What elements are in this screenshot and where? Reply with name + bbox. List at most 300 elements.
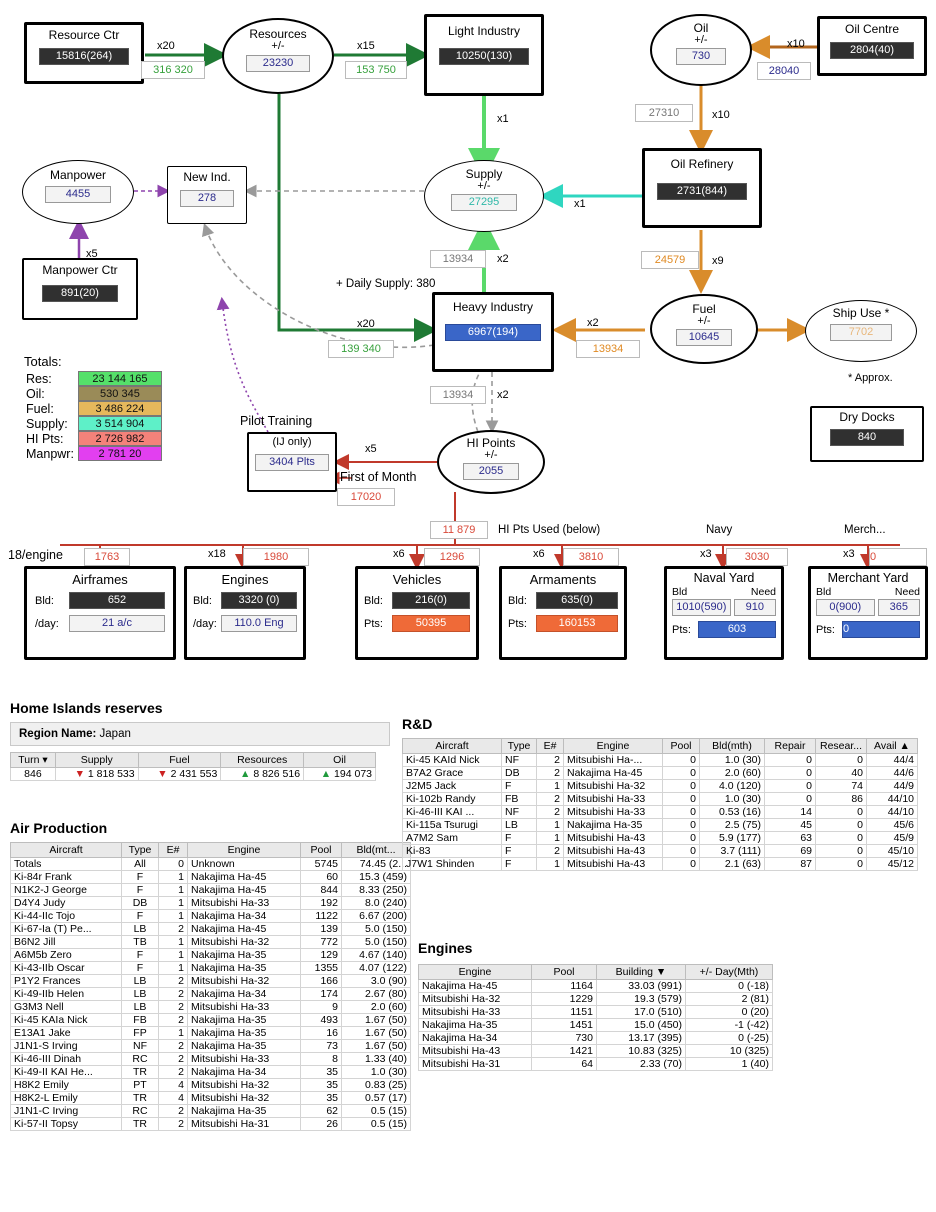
yard-pts-value: 0 bbox=[842, 621, 920, 638]
label-hi-used: HI Pts Used (below) bbox=[498, 524, 601, 536]
node-title: Oil bbox=[693, 21, 709, 35]
table-cell: 0 bbox=[816, 819, 867, 832]
totals-block bbox=[24, 354, 164, 461]
node-value: 730 bbox=[676, 48, 726, 65]
totals-value: 3 486 224 bbox=[76, 401, 164, 416]
table-cell: LB bbox=[502, 819, 537, 832]
x6-armaments-value: 3810 bbox=[563, 548, 619, 566]
table-cell: 60 bbox=[301, 871, 342, 884]
node-title: New Ind. bbox=[183, 170, 231, 184]
table-cell: 2 bbox=[159, 1014, 188, 1027]
table-cell: NF bbox=[502, 754, 537, 767]
ship-use-note: * Approx. bbox=[848, 372, 893, 384]
table-row[interactable] bbox=[11, 768, 376, 781]
table-cell: 74.45 (2... bbox=[342, 858, 411, 871]
column-header[interactable]: Oil bbox=[304, 753, 376, 768]
column-header[interactable]: Bld(mt... bbox=[342, 843, 411, 858]
table-row[interactable] bbox=[403, 858, 918, 871]
totals-value: 2 726 982 bbox=[76, 431, 164, 446]
table-cell: RC bbox=[122, 1105, 159, 1118]
x3-merchant-value: 0 bbox=[869, 548, 927, 566]
column-header[interactable]: Engine bbox=[564, 739, 663, 754]
table-cell: Nakajima Ha-45 bbox=[188, 884, 301, 897]
node-value: 27295 bbox=[451, 194, 517, 211]
node-value: 23230 bbox=[246, 55, 310, 72]
row-value: 21 a/c bbox=[69, 615, 165, 632]
flow-resources-value: 316 320 bbox=[141, 61, 205, 79]
table-row[interactable] bbox=[11, 910, 411, 923]
node-resource-ctr[interactable] bbox=[24, 22, 144, 84]
table-row[interactable] bbox=[11, 923, 411, 936]
table-cell: 493 bbox=[301, 1014, 342, 1027]
table-cell: 33.03 (991) bbox=[597, 980, 686, 993]
table-cell: 192 bbox=[301, 897, 342, 910]
node-oil[interactable] bbox=[650, 14, 752, 86]
table-cell: Nakajima Ha-34 bbox=[188, 910, 301, 923]
node-dry-docks[interactable] bbox=[810, 406, 924, 462]
table-row[interactable] bbox=[419, 1058, 773, 1071]
producer-vehicles[interactable] bbox=[355, 566, 479, 660]
table-cell: 1.0 (30) bbox=[700, 793, 765, 806]
table-cell: 139 bbox=[301, 923, 342, 936]
totals-value: 3 514 904 bbox=[76, 416, 164, 431]
table-row[interactable] bbox=[403, 845, 918, 858]
table-cell: ▲ 194 073 bbox=[304, 768, 376, 781]
table-cell: 45/12 bbox=[867, 858, 918, 871]
node-title: Supply bbox=[465, 167, 503, 181]
table-cell: Mitsubishi Ha-43 bbox=[564, 858, 663, 871]
table-row[interactable] bbox=[11, 871, 411, 884]
node-fuel[interactable] bbox=[650, 294, 758, 364]
label-x20-heavy: x20 bbox=[357, 318, 375, 330]
table-row[interactable] bbox=[419, 993, 773, 1006]
table-cell: 4 bbox=[159, 1079, 188, 1092]
table-row[interactable] bbox=[419, 1019, 773, 1032]
table-row[interactable] bbox=[403, 832, 918, 845]
table-cell: F bbox=[122, 962, 159, 975]
table-row[interactable] bbox=[11, 858, 411, 871]
table-cell: 4 bbox=[159, 1092, 188, 1105]
table-row[interactable] bbox=[11, 936, 411, 949]
table-cell: Ki-45 KAId Nick bbox=[403, 754, 502, 767]
column-header[interactable]: Type bbox=[122, 843, 159, 858]
table-cell: 2 (81) bbox=[686, 993, 773, 1006]
table-cell: F bbox=[122, 884, 159, 897]
rnd-panel bbox=[402, 716, 918, 871]
table-cell: 1122 bbox=[301, 910, 342, 923]
table-cell: Ki-102b Randy bbox=[403, 793, 502, 806]
table-cell: 0 bbox=[765, 780, 816, 793]
table-cell: 74 bbox=[816, 780, 867, 793]
table-cell: 0 bbox=[816, 754, 867, 767]
table-cell: 73 bbox=[301, 1040, 342, 1053]
node-title: Resource Ctr bbox=[48, 28, 120, 42]
table-cell: TR bbox=[122, 1092, 159, 1105]
table-row[interactable] bbox=[11, 884, 411, 897]
table-cell: 0 bbox=[159, 858, 188, 871]
table-cell: 16 bbox=[301, 1027, 342, 1040]
table-cell: H8K2 Emily bbox=[11, 1079, 122, 1092]
column-header[interactable]: Type bbox=[502, 739, 537, 754]
air-production-heading: Air Production bbox=[10, 820, 108, 836]
table-cell: F bbox=[122, 871, 159, 884]
table-cell: 1 bbox=[159, 910, 188, 923]
table-cell: Ki-45 KAIa Nick bbox=[11, 1014, 122, 1027]
table-row[interactable] bbox=[403, 754, 918, 767]
label-x6-vehicles: x6 bbox=[393, 548, 405, 560]
node-value: 3404 Plts bbox=[255, 454, 329, 471]
table-cell: 5.0 (150) bbox=[342, 923, 411, 936]
yard-need-value: 910 bbox=[734, 599, 776, 616]
flow-heavy-value: 139 340 bbox=[328, 340, 394, 358]
table-cell: P1Y2 Frances bbox=[11, 975, 122, 988]
label-daily-supply: + Daily Supply: 380 bbox=[336, 278, 436, 290]
engines-heading: Engines bbox=[418, 940, 473, 956]
node-pilot-training[interactable] bbox=[247, 432, 337, 492]
flow-oil-centre-value: 28040 bbox=[757, 62, 811, 80]
table-cell: Nakajima Ha-35 bbox=[188, 1040, 301, 1053]
table-cell: 86 bbox=[816, 793, 867, 806]
table-cell: 0 bbox=[765, 754, 816, 767]
label-x10-oil: x10 bbox=[712, 109, 730, 121]
table-cell: 45/9 bbox=[867, 832, 918, 845]
row-label: Pts: bbox=[364, 617, 383, 630]
column-header[interactable]: Aircraft bbox=[11, 843, 122, 858]
table-row[interactable] bbox=[11, 1014, 411, 1027]
region-value: Japan bbox=[99, 728, 131, 740]
table-cell: Nakajima Ha-34 bbox=[188, 988, 301, 1001]
table-cell: Ki-49-II KAI He... bbox=[11, 1066, 122, 1079]
table-cell: Ki-67-Ia (T) Pe... bbox=[11, 923, 122, 936]
x18-value: 1980 bbox=[243, 548, 309, 566]
table-cell: ▼ 2 431 553 bbox=[138, 768, 221, 781]
node-title: Heavy Industry bbox=[452, 300, 534, 314]
table-cell: H8K2-L Emily bbox=[11, 1092, 122, 1105]
table-cell: 1355 bbox=[301, 962, 342, 975]
table-cell: Mitsubishi Ha-33 bbox=[188, 897, 301, 910]
table-cell: 35 bbox=[301, 1079, 342, 1092]
table-row[interactable] bbox=[403, 793, 918, 806]
table-cell: 772 bbox=[301, 936, 342, 949]
column-header[interactable]: Bld(mth) bbox=[700, 739, 765, 754]
node-heavy-industry[interactable] bbox=[432, 292, 554, 372]
table-cell: 4.67 (140) bbox=[342, 949, 411, 962]
producer-name: Engines bbox=[221, 572, 269, 587]
table-cell: 14 bbox=[765, 806, 816, 819]
node-title: Light Industry bbox=[447, 24, 521, 38]
column-header[interactable]: Aircraft bbox=[403, 739, 502, 754]
column-header[interactable]: Pool bbox=[301, 843, 342, 858]
table-cell: 2 bbox=[159, 1001, 188, 1014]
table-cell: B6N2 Jill bbox=[11, 936, 122, 949]
table-cell: RC bbox=[122, 1053, 159, 1066]
column-header[interactable]: +/- Day(Mth) bbox=[686, 965, 773, 980]
totals-table bbox=[24, 371, 164, 461]
row-value: 50395 bbox=[392, 615, 470, 632]
table-cell: 1 bbox=[159, 884, 188, 897]
column-header[interactable]: Resear... bbox=[816, 739, 867, 754]
pilot-training-label: Pilot Training bbox=[240, 414, 313, 428]
column-header[interactable]: Resources bbox=[221, 753, 304, 768]
table-cell: 63 bbox=[765, 832, 816, 845]
table-cell: 8.0 (240) bbox=[342, 897, 411, 910]
node-new-ind[interactable] bbox=[167, 166, 247, 224]
table-cell: 4.0 (120) bbox=[700, 780, 765, 793]
table-cell: Ki-44-IIc Tojo bbox=[11, 910, 122, 923]
table-row[interactable] bbox=[419, 1032, 773, 1045]
table-cell: Nakajima Ha-35 bbox=[564, 819, 663, 832]
producer-engines[interactable] bbox=[184, 566, 306, 660]
flow-supply-value: 13934 bbox=[430, 250, 486, 268]
table-cell: 1 bbox=[159, 897, 188, 910]
table-row[interactable] bbox=[11, 1027, 411, 1040]
table-cell: 0 bbox=[663, 767, 700, 780]
table-cell: Mitsubishi Ha-43 bbox=[564, 845, 663, 858]
table-row[interactable] bbox=[403, 767, 918, 780]
table-row[interactable] bbox=[403, 806, 918, 819]
table-cell: NF bbox=[122, 1040, 159, 1053]
table-cell: F bbox=[122, 910, 159, 923]
node-manpower-ctr[interactable] bbox=[22, 258, 138, 320]
table-cell: 1151 bbox=[532, 1006, 597, 1019]
node-manpower[interactable] bbox=[22, 160, 134, 224]
table-cell: 1.67 (50) bbox=[342, 1027, 411, 1040]
table-cell: Mitsubishi Ha-33 bbox=[564, 806, 663, 819]
node-light-industry[interactable] bbox=[424, 14, 544, 96]
hi-used-value: 11 879 bbox=[430, 521, 488, 539]
node-value: 278 bbox=[180, 190, 234, 207]
totals-value: 23 144 165 bbox=[76, 371, 164, 386]
table-row[interactable] bbox=[11, 1001, 411, 1014]
table-cell: FB bbox=[122, 1014, 159, 1027]
table-row[interactable] bbox=[11, 975, 411, 988]
column-header[interactable]: E# bbox=[159, 843, 188, 858]
table-cell: 15.3 (459) bbox=[342, 871, 411, 884]
table-cell: F bbox=[502, 780, 537, 793]
yard-bld-value: 1010(590) bbox=[672, 599, 731, 616]
table-cell: 0.5 (15) bbox=[342, 1118, 411, 1131]
node-supply[interactable] bbox=[424, 160, 544, 232]
yard-col-need: Need bbox=[750, 586, 776, 598]
table-cell: Mitsubishi Ha-31 bbox=[419, 1058, 532, 1071]
table-cell: 2.1 (63) bbox=[700, 858, 765, 871]
column-header[interactable]: E# bbox=[537, 739, 564, 754]
label-x2-hi: x2 bbox=[497, 389, 509, 401]
table-row[interactable] bbox=[419, 1006, 773, 1019]
node-title: Oil Centre bbox=[844, 22, 900, 36]
table-cell: 1.0 (30) bbox=[700, 754, 765, 767]
totals-value: 530 345 bbox=[76, 386, 164, 401]
table-cell: 2 bbox=[159, 1118, 188, 1131]
table-row[interactable] bbox=[11, 1092, 411, 1105]
row-value: 216(0) bbox=[392, 592, 470, 609]
table-cell: 45/10 bbox=[867, 845, 918, 858]
table-row[interactable] bbox=[11, 962, 411, 975]
table-row[interactable] bbox=[403, 780, 918, 793]
column-header[interactable]: Pool bbox=[532, 965, 597, 980]
label-x6-armaments: x6 bbox=[533, 548, 545, 560]
table-row[interactable] bbox=[11, 1066, 411, 1079]
node-value: 15816(264) bbox=[39, 48, 129, 65]
table-row[interactable] bbox=[11, 1105, 411, 1118]
yard-name: Merchant Yard bbox=[827, 571, 909, 585]
column-header[interactable]: Pool bbox=[663, 739, 700, 754]
table-cell: Mitsubishi Ha-... bbox=[564, 754, 663, 767]
rnd-table[interactable] bbox=[402, 738, 918, 871]
table-cell: 1229 bbox=[532, 993, 597, 1006]
table-cell: Mitsubishi Ha-33 bbox=[188, 1053, 301, 1066]
table-cell: Ki-84r Frank bbox=[11, 871, 122, 884]
table-cell: Nakajima Ha-35 bbox=[188, 949, 301, 962]
yard-pts-value: 603 bbox=[698, 621, 776, 638]
table-cell: 0.5 (15) bbox=[342, 1105, 411, 1118]
table-cell: 0 bbox=[663, 793, 700, 806]
column-header[interactable]: Building ▼ bbox=[597, 965, 686, 980]
table-cell: Mitsubishi Ha-33 bbox=[564, 793, 663, 806]
column-header[interactable]: Repair bbox=[765, 739, 816, 754]
table-cell: 2 bbox=[159, 923, 188, 936]
table-cell: LB bbox=[122, 988, 159, 1001]
node-subtitle: +/- bbox=[477, 180, 491, 192]
flow-hi-value: 13934 bbox=[430, 386, 486, 404]
table-cell: 3.7 (111) bbox=[700, 845, 765, 858]
table-cell: Ki-43-IIb Oscar bbox=[11, 962, 122, 975]
table-cell: Nakajima Ha-34 bbox=[188, 1066, 301, 1079]
table-cell: F bbox=[502, 858, 537, 871]
table-cell: 1 bbox=[159, 936, 188, 949]
row-value: 110.0 Eng bbox=[221, 615, 297, 632]
table-row[interactable] bbox=[11, 988, 411, 1001]
node-value: 2804(40) bbox=[830, 42, 914, 59]
table-cell: F bbox=[502, 845, 537, 858]
table-cell: 0 bbox=[816, 806, 867, 819]
totals-value: 2 781 20 bbox=[76, 446, 164, 461]
engines-table[interactable] bbox=[418, 964, 773, 1071]
yard-name: Naval Yard bbox=[693, 571, 755, 585]
column-header[interactable]: Turn ▾ bbox=[11, 753, 56, 768]
label-x9: x9 bbox=[712, 255, 724, 267]
table-row[interactable] bbox=[11, 897, 411, 910]
row-value: 160153 bbox=[536, 615, 618, 632]
table-cell: 1164 bbox=[532, 980, 597, 993]
table-cell: J7W1 Shinden bbox=[403, 858, 502, 871]
label-x18: x18 bbox=[208, 548, 226, 560]
label-x5-manpower: x5 bbox=[86, 248, 98, 260]
air-production-table[interactable] bbox=[10, 842, 411, 1131]
node-subtitle: +/- bbox=[484, 449, 498, 461]
column-header[interactable]: Supply bbox=[55, 753, 138, 768]
table-row[interactable] bbox=[11, 1118, 411, 1131]
node-title: Manpower Ctr bbox=[42, 263, 118, 277]
table-row[interactable] bbox=[11, 1079, 411, 1092]
table-cell: 166 bbox=[301, 975, 342, 988]
table-cell: Ki-115a Tsurugi bbox=[403, 819, 502, 832]
node-oil-refinery[interactable] bbox=[642, 148, 762, 228]
table-cell: 0.57 (17) bbox=[342, 1092, 411, 1105]
table-cell: 15.0 (450) bbox=[597, 1019, 686, 1032]
table-row[interactable] bbox=[419, 1045, 773, 1058]
table-cell: 0 bbox=[816, 845, 867, 858]
engines-panel bbox=[418, 940, 773, 1071]
table-cell: 1451 bbox=[532, 1019, 597, 1032]
table-cell: 8 bbox=[301, 1053, 342, 1066]
rnd-heading: R&D bbox=[402, 716, 433, 732]
table-cell: 2 bbox=[159, 988, 188, 1001]
label-x10-oil-centre: x10 bbox=[787, 38, 805, 50]
node-title: Resources bbox=[249, 27, 307, 41]
column-header[interactable]: Engine bbox=[188, 843, 301, 858]
table-cell: 1 bbox=[159, 871, 188, 884]
node-hi-points[interactable] bbox=[437, 430, 545, 494]
table-row[interactable] bbox=[419, 980, 773, 993]
table-row[interactable] bbox=[11, 949, 411, 962]
table-row[interactable] bbox=[11, 1040, 411, 1053]
table-cell: Nakajima Ha-45 bbox=[419, 980, 532, 993]
row-label: Bld: bbox=[35, 594, 54, 607]
home-islands-heading: Home Islands reserves bbox=[10, 700, 163, 716]
table-cell: Mitsubishi Ha-43 bbox=[419, 1045, 532, 1058]
column-header[interactable]: Fuel bbox=[138, 753, 221, 768]
node-oil-centre[interactable] bbox=[817, 16, 927, 76]
label-x3-merchant: x3 bbox=[843, 548, 855, 560]
node-subtitle: +/- bbox=[697, 315, 711, 327]
node-resources[interactable] bbox=[222, 18, 334, 94]
table-cell: 10 (325) bbox=[686, 1045, 773, 1058]
table-cell: 17.0 (510) bbox=[597, 1006, 686, 1019]
table-cell: J2M5 Jack bbox=[403, 780, 502, 793]
table-cell: 2 bbox=[537, 754, 564, 767]
table-cell: 1 bbox=[159, 962, 188, 975]
yard-col-bld: Bld bbox=[816, 586, 832, 598]
column-header[interactable]: Avail ▲ bbox=[867, 739, 918, 754]
producer-armaments[interactable] bbox=[499, 566, 627, 660]
table-cell: 846 bbox=[11, 768, 56, 781]
table-cell: A6M5b Zero bbox=[11, 949, 122, 962]
table-cell: Nakajima Ha-35 bbox=[419, 1019, 532, 1032]
table-cell: J1N1-S Irving bbox=[11, 1040, 122, 1053]
producer-airframes[interactable] bbox=[24, 566, 176, 660]
table-cell: 0 (-25) bbox=[686, 1032, 773, 1045]
table-cell: 0 bbox=[765, 767, 816, 780]
table-row[interactable] bbox=[11, 1053, 411, 1066]
node-value: 891(20) bbox=[42, 285, 118, 302]
table-cell: Nakajima Ha-45 bbox=[188, 923, 301, 936]
totals-header: Totals: bbox=[24, 354, 62, 369]
table-cell: 2.5 (75) bbox=[700, 819, 765, 832]
label-x3-navy: x3 bbox=[700, 548, 712, 560]
column-header[interactable]: Engine bbox=[419, 965, 532, 980]
table-cell: 45 bbox=[765, 819, 816, 832]
yard-naval[interactable] bbox=[664, 566, 784, 660]
yard-col-bld: Bld bbox=[672, 586, 688, 598]
table-row[interactable] bbox=[403, 819, 918, 832]
node-ship-use[interactable] bbox=[805, 300, 917, 362]
yard-merchant[interactable] bbox=[808, 566, 928, 660]
table-cell: TR bbox=[122, 1066, 159, 1079]
table-cell: F bbox=[502, 832, 537, 845]
node-value: 840 bbox=[830, 429, 904, 446]
home-islands-table[interactable] bbox=[10, 752, 376, 781]
totals-label: Supply: bbox=[26, 416, 68, 431]
table-cell: Unknown bbox=[188, 858, 301, 871]
table-cell: 45/6 bbox=[867, 819, 918, 832]
table-cell: A7M2 Sam bbox=[403, 832, 502, 845]
table-cell: 2 bbox=[159, 1053, 188, 1066]
producer-name: Vehicles bbox=[392, 572, 442, 587]
row-value: 652 bbox=[69, 592, 165, 609]
table-cell: Ki-46-III KAI ... bbox=[403, 806, 502, 819]
air-production-panel bbox=[10, 820, 411, 1131]
